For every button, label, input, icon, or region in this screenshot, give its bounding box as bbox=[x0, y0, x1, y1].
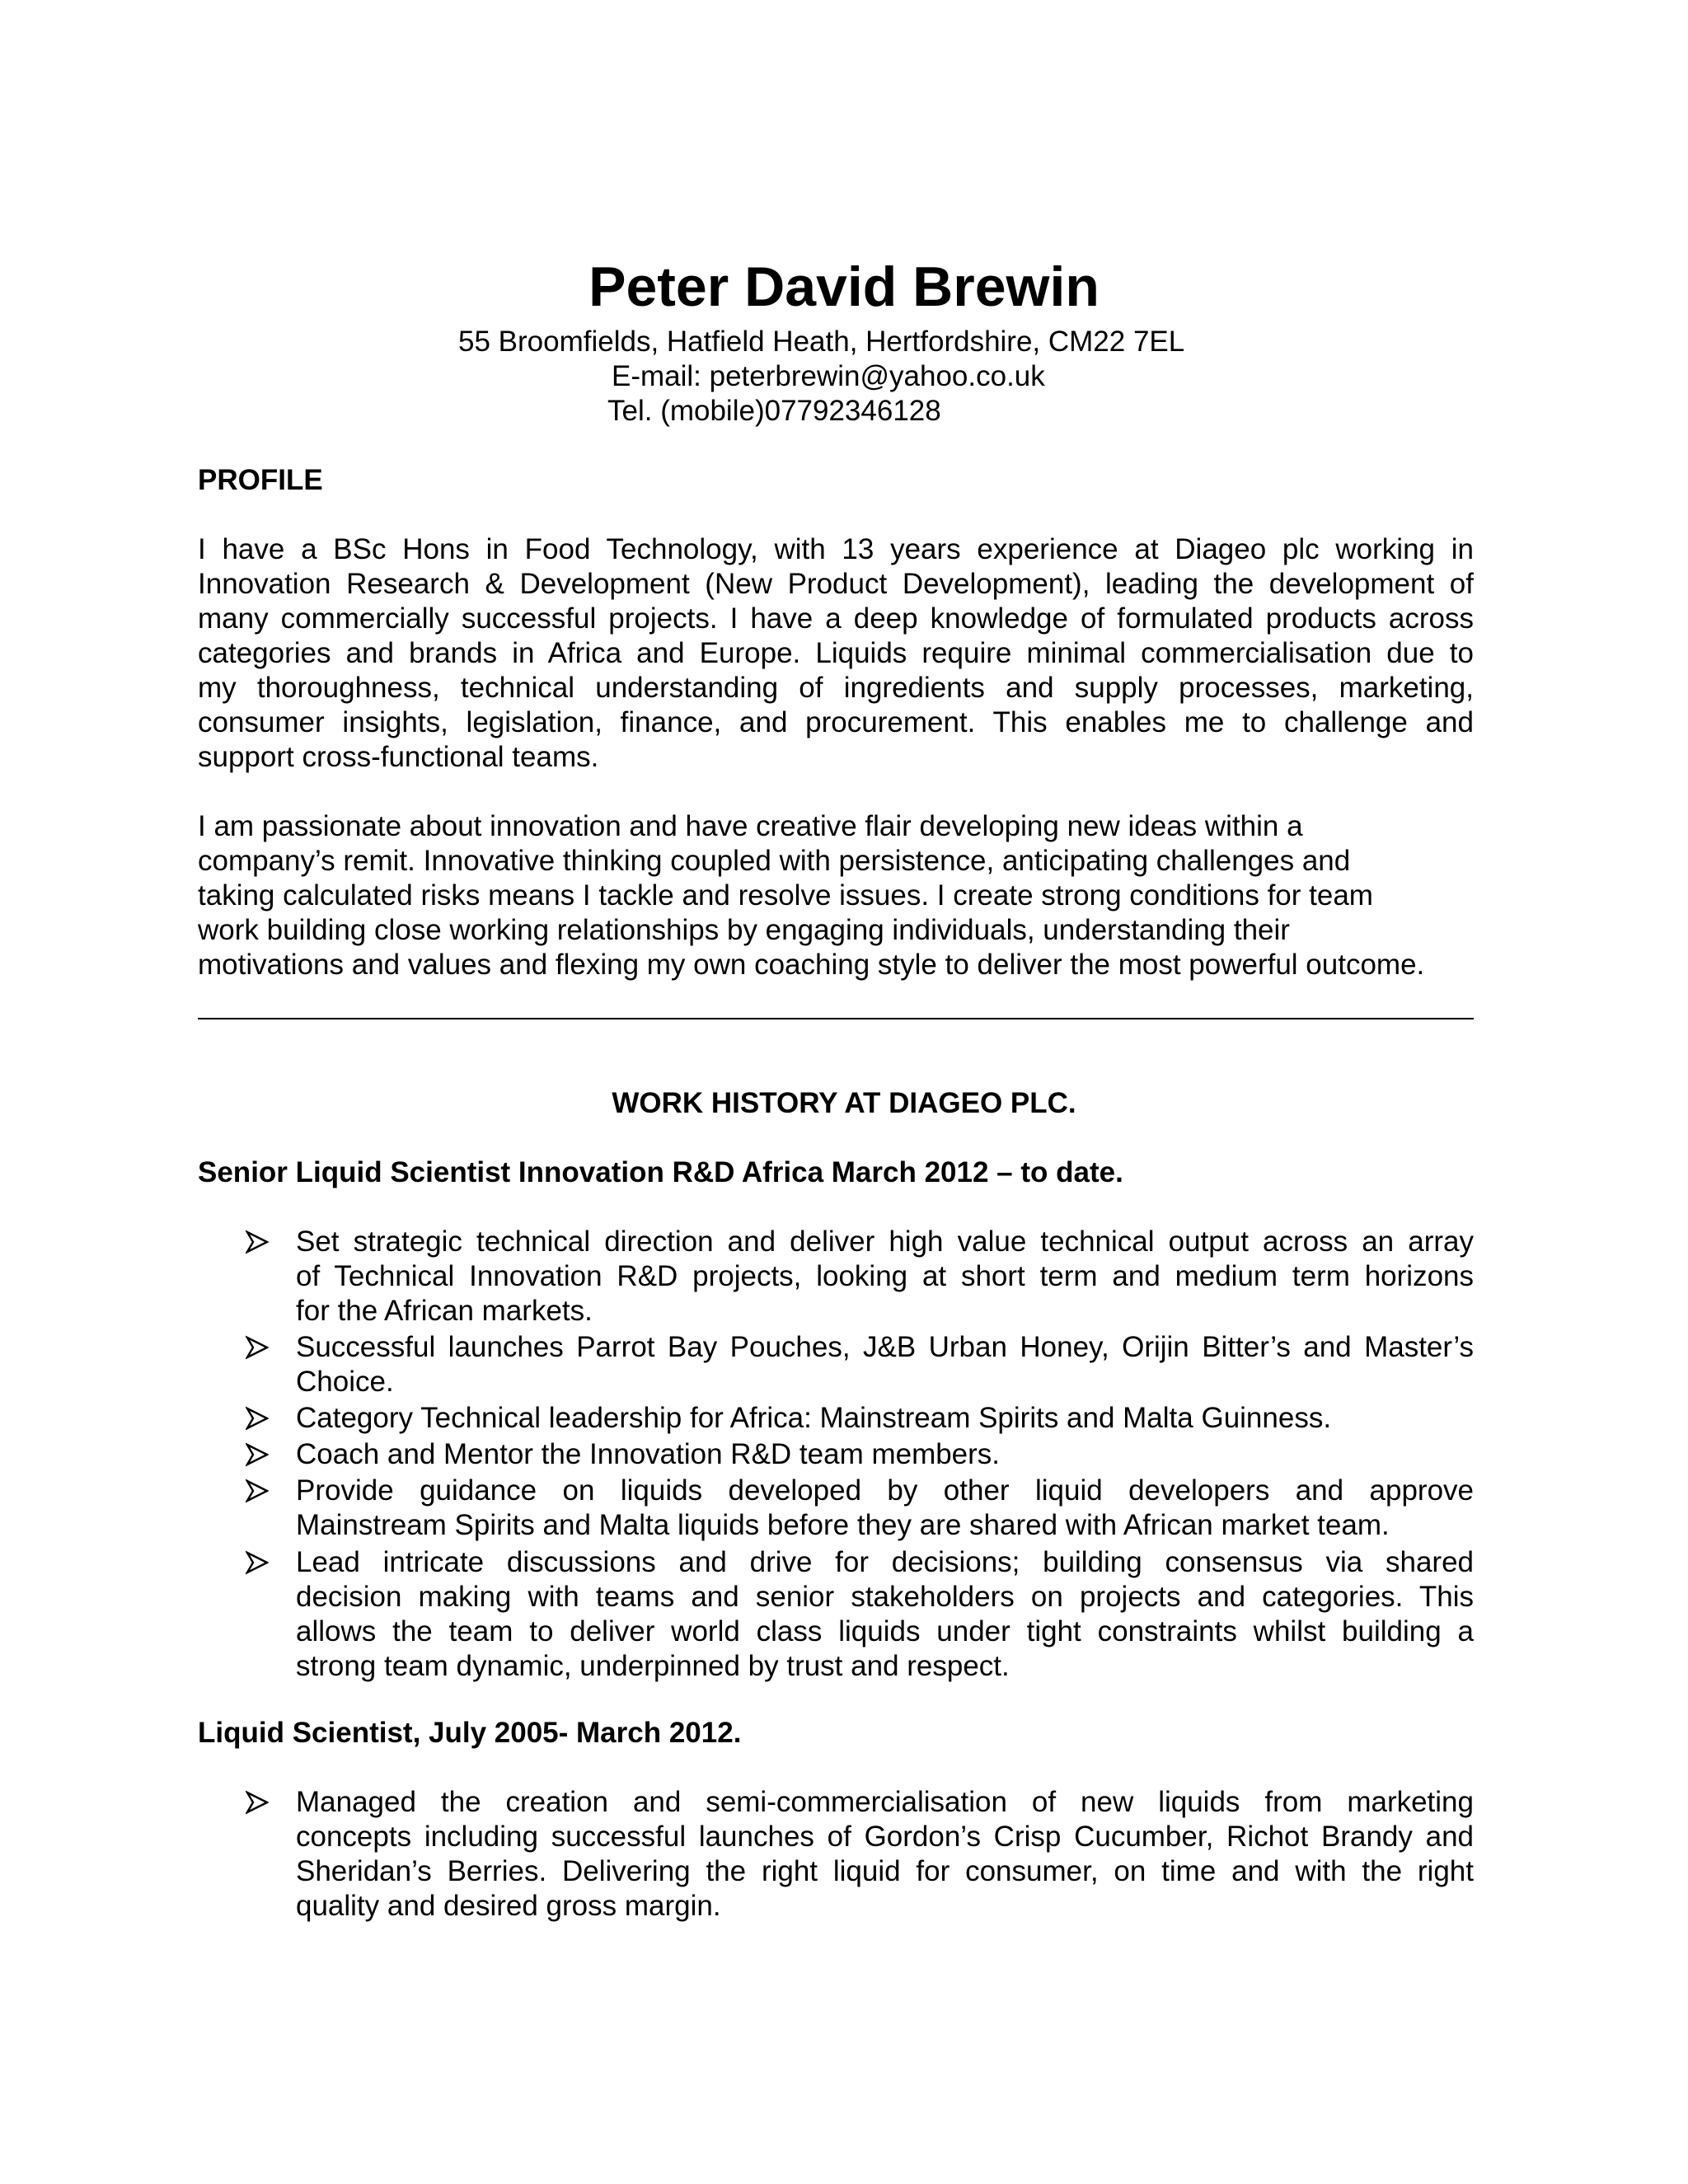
text-line: company’s remit. Innovative thinking coupled with persistence, anticipating challenges and bbox=[198, 845, 1351, 877]
arrow-bullet-icon bbox=[246, 1479, 269, 1503]
text-line: Innovation Research & Development (New Product Development), leading the development of bbox=[198, 568, 1474, 600]
email: E-mail: peterbrewin@yahoo.co.uk bbox=[612, 360, 1045, 392]
bullet-text bbox=[296, 1437, 1474, 1472]
work-history-heading: WORK HISTORY AT DIAGEO PLC. bbox=[612, 1087, 1076, 1119]
phone: Tel. (mobile)07792346128 bbox=[607, 395, 941, 427]
arrow-bullet-icon bbox=[246, 1335, 269, 1360]
arrow-bullet-icon bbox=[246, 1790, 269, 1815]
text-line: support cross-functional teams. bbox=[198, 741, 599, 773]
bullet-text bbox=[296, 1225, 1474, 1329]
horizontal-divider bbox=[198, 1018, 1474, 1019]
text-line: Choice. bbox=[296, 1366, 394, 1398]
bullet-text bbox=[296, 1474, 1474, 1543]
profile-paragraph-1 bbox=[198, 532, 1474, 775]
text-line: I am passionate about innovation and have creative flair developing new ideas within a bbox=[198, 810, 1303, 842]
text-line: categories and brands in Africa and Europe. Liquids require minimal commercialisation due to bbox=[198, 637, 1474, 669]
role-title-senior-liquid-scientist: Senior Liquid Scientist Innovation R&D Africa March 2012 – to date. bbox=[198, 1156, 1123, 1188]
bullet-text bbox=[296, 1545, 1474, 1684]
arrow-bullet-icon bbox=[246, 1442, 269, 1467]
text-line: my thoroughness, technical understanding of ingredients and supply processes, marketing, bbox=[198, 672, 1474, 704]
role-title-liquid-scientist: Liquid Scientist, July 2005- March 2012. bbox=[198, 1717, 742, 1749]
text-line: Category Technical leadership for Africa: Mainstream Spirits and Malta Guinness. bbox=[296, 1402, 1332, 1434]
text-line: Set strategic technical direction and deliver high value technical output across an array bbox=[296, 1226, 1474, 1258]
text-line: consumer insights, legislation, finance, and procurement. This enables me to challenge and bbox=[198, 706, 1474, 738]
arrow-bullet-icon bbox=[246, 1550, 269, 1575]
text-line: Provide guidance on liquids developed by other liquid developers and approve bbox=[296, 1474, 1474, 1507]
text-line: Mainstream Spirits and Malta liquids before they are shared with African market team. bbox=[296, 1509, 1390, 1541]
text-line: Successful launches Parrot Bay Pouches, J&B Urban Honey, Orijin Bitter’s and Master’s bbox=[296, 1331, 1474, 1363]
text-line: work building close working relationships by engaging individuals, understanding their bbox=[198, 914, 1290, 946]
text-line: Managed the creation and semi-commercialisation of new liquids from marketing bbox=[296, 1786, 1474, 1818]
arrow-bullet-icon bbox=[246, 1406, 269, 1431]
text-line: decision making with teams and senior stakeholders on projects and categories. This bbox=[296, 1581, 1474, 1613]
text-line: I have a BSc Hons in Food Technology, with 13 years experience at Diageo plc working in bbox=[198, 533, 1474, 565]
profile-paragraph-2 bbox=[198, 809, 1474, 982]
candidate-name: Peter David Brewin bbox=[588, 255, 1100, 318]
text-line: taking calculated risks means I tackle and resolve issues. I create strong conditions for team bbox=[198, 879, 1373, 912]
bullet-text bbox=[296, 1330, 1474, 1399]
text-line: motivations and values and flexing my own coaching style to deliver the most powerful outcome. bbox=[198, 949, 1425, 981]
text-line: strong team dynamic, underpinned by trust and respect. bbox=[296, 1650, 1010, 1682]
text-line: of Technical Innovation R&D projects, looking at short term and medium term horizons bbox=[296, 1260, 1474, 1292]
arrow-bullet-icon bbox=[246, 1230, 269, 1254]
text-line: Lead intricate discussions and drive for decisions; building consensus via shared bbox=[296, 1546, 1474, 1578]
text-line: concepts including successful launches of Gordon’s Crisp Cucumber, Richot Brandy and bbox=[296, 1821, 1474, 1853]
text-line: many commercially successful projects. I have a deep knowledge of formulated products across bbox=[198, 602, 1474, 635]
text-line: for the African markets. bbox=[296, 1295, 593, 1327]
bullet-text bbox=[296, 1785, 1474, 1924]
profile-heading: PROFILE bbox=[198, 464, 323, 496]
text-line: Coach and Mentor the Innovation R&D team members. bbox=[296, 1438, 1001, 1470]
text-line: Sheridan’s Berries. Delivering the right liquid for consumer, on time and with the right bbox=[296, 1855, 1474, 1887]
text-line: quality and desired gross margin. bbox=[296, 1890, 721, 1922]
text-line: allows the team to deliver world class liquids under tight constraints whilst building a bbox=[296, 1615, 1474, 1647]
bullet-text bbox=[296, 1401, 1474, 1436]
address: 55 Broomfields, Hatfield Heath, Hertfordshire, CM22 7EL bbox=[458, 326, 1185, 358]
